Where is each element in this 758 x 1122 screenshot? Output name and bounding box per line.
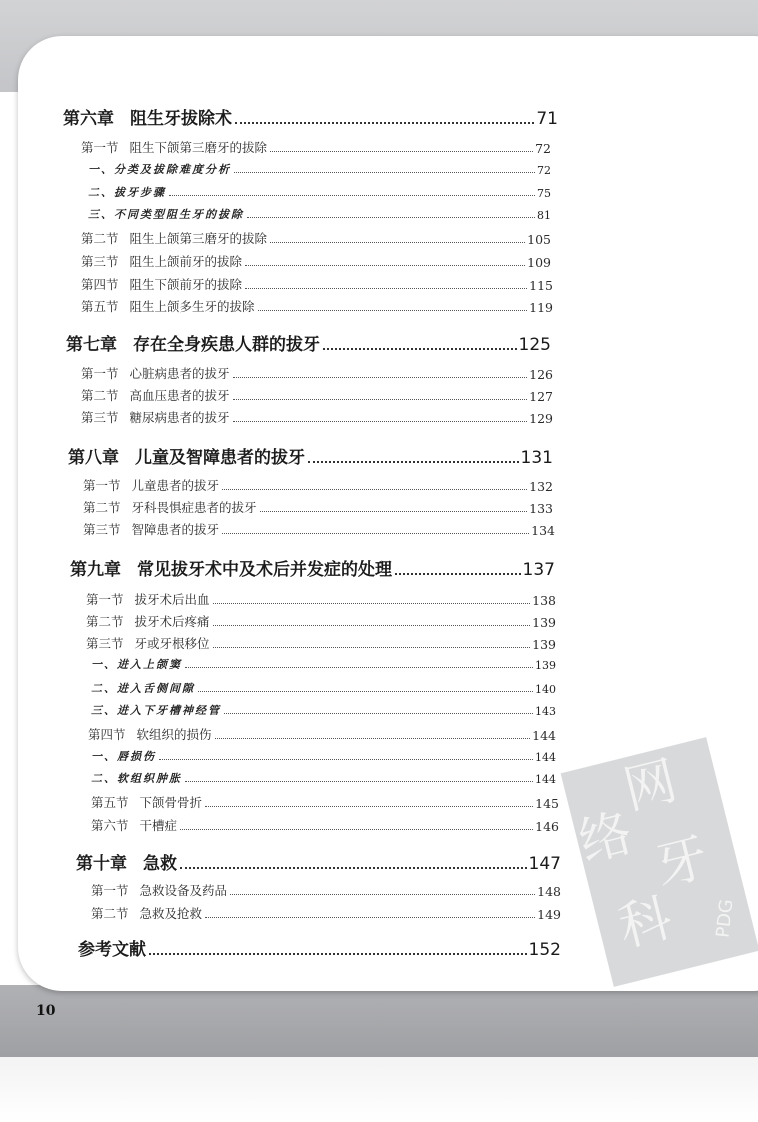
toc-title: 儿童及智障患者的拔牙 (135, 448, 305, 468)
toc-entry-chap (76, 849, 561, 874)
toc-number: 第五节 (81, 299, 119, 314)
toc-page-number: 139 (532, 615, 556, 630)
toc-title: 拔牙术后疼痛 (134, 614, 210, 629)
scanner-bottom-band (0, 985, 758, 1057)
toc-number: 第八章 (68, 448, 119, 468)
toc-title: 糖尿病患者的拔牙 (129, 410, 230, 425)
dot-leader (213, 603, 531, 604)
toc-title: 儿童患者的拔牙 (131, 478, 220, 493)
toc-page-number: 146 (535, 819, 559, 834)
dot-leader (213, 625, 531, 626)
toc-entry-sec (83, 520, 555, 538)
toc-number: 第二节 (83, 500, 121, 515)
dot-leader (185, 781, 533, 782)
toc-title: 一、分类及拔除难度分析 (88, 163, 231, 176)
toc-page-number: 139 (535, 659, 556, 672)
toc-number: 第五节 (91, 795, 129, 810)
toc-title: 下颌骨骨折 (139, 795, 203, 810)
toc-title: 急救 (143, 854, 177, 874)
toc-title: 智障患者的拔牙 (131, 522, 220, 537)
toc-entry-sec (91, 793, 559, 811)
dot-leader (180, 829, 533, 830)
toc-entry-chap (63, 104, 558, 129)
toc-entry-sub (91, 702, 556, 718)
toc-entry-sec (83, 498, 553, 516)
toc-page-number: 138 (532, 593, 556, 608)
toc-page-number: 126 (529, 367, 553, 382)
toc-entry-sec (91, 881, 561, 899)
toc-number: 第二节 (81, 231, 119, 246)
toc-entry-sec (81, 408, 553, 426)
toc-number: 第一节 (91, 883, 129, 898)
toc-page-number: 72 (537, 164, 551, 177)
dot-leader (222, 489, 527, 490)
toc-title: 一、进入上颌窦 (91, 658, 182, 671)
toc-entry-chap (70, 555, 555, 580)
toc-page-number: 144 (535, 751, 556, 764)
toc-page-number: 105 (527, 232, 551, 247)
dot-leader (245, 265, 525, 266)
toc-entry-sec (81, 297, 553, 315)
dot-leader (308, 461, 519, 463)
toc-title: 常见拔牙术中及术后并发症的处理 (137, 560, 392, 580)
toc-title: 参考文献 (78, 940, 146, 960)
toc-page-number: 133 (529, 501, 553, 516)
toc-entry-sub (88, 161, 551, 177)
seal-glyph: 科 (612, 887, 678, 959)
toc-entry-sec (81, 386, 553, 404)
toc-number: 第六章 (63, 109, 114, 129)
toc-title: 心脏病患者的拔牙 (129, 366, 230, 381)
toc-title: 阻生上颌第三磨牙的拔除 (129, 231, 268, 246)
toc-entry-sec (86, 590, 556, 608)
toc-title: 牙或牙根移位 (134, 636, 210, 651)
toc-entry-sec (91, 816, 559, 834)
toc-page-number: 81 (537, 209, 551, 222)
dot-leader (323, 348, 517, 350)
toc-entry-chap (78, 935, 561, 960)
toc-entry-sub (91, 656, 556, 672)
seal-glyph: 牙 (649, 827, 715, 899)
toc-page-number: 134 (531, 523, 555, 538)
toc-page-number: 125 (518, 335, 551, 355)
toc-entry-sec (81, 252, 551, 270)
dot-leader (149, 953, 527, 955)
toc-entry-chap (68, 443, 553, 468)
toc-page-number: 129 (529, 411, 553, 426)
toc-title: 牙科畏惧症患者的拔牙 (131, 500, 257, 515)
dot-leader (180, 867, 527, 869)
seal-glyph: 络 (573, 803, 639, 874)
toc-title: 三、进入下牙槽神经管 (91, 704, 221, 717)
page-number: 10 (36, 1003, 56, 1019)
toc-number: 第三节 (81, 254, 119, 269)
toc-title: 拔牙术后出血 (134, 592, 210, 607)
dot-leader (169, 195, 535, 196)
toc-page-number: 145 (535, 796, 559, 811)
toc-title: 一、唇损伤 (91, 750, 156, 763)
toc-page-number: 109 (527, 255, 551, 270)
dot-leader (185, 667, 533, 668)
toc-entry-chap (66, 330, 551, 355)
toc-entry-sub (91, 770, 556, 786)
toc-number: 第一节 (81, 366, 119, 381)
toc-title: 阻生下颌第三磨牙的拔除 (129, 140, 268, 155)
toc-title: 高血压患者的拔牙 (129, 388, 230, 403)
toc-number: 第三节 (86, 636, 124, 651)
toc-entry-sec (91, 904, 561, 922)
toc-entry-sub (88, 184, 551, 200)
toc-page-number: 127 (529, 389, 553, 404)
toc-number: 第六节 (91, 818, 129, 833)
dot-leader (224, 713, 533, 714)
toc-number: 第四节 (81, 277, 119, 292)
toc-entry-sec (86, 634, 556, 652)
dot-leader (258, 310, 528, 311)
dot-leader (233, 377, 528, 378)
toc-number: 第一节 (86, 592, 124, 607)
dot-leader (205, 917, 535, 918)
toc-title: 急救及抢救 (139, 906, 203, 921)
toc-page-number: 147 (528, 854, 561, 874)
toc-title: 二、软组织肿胀 (91, 772, 182, 785)
dot-leader (213, 647, 531, 648)
toc-number: 第十章 (76, 854, 127, 874)
dot-leader (159, 759, 533, 760)
toc-title: 阻生上颌前牙的拔除 (129, 254, 243, 269)
seal-glyph: 网 (617, 750, 683, 822)
toc-number: 第二节 (86, 614, 124, 629)
toc-page-number: 71 (536, 109, 558, 129)
toc-title: 存在全身疾患人群的拔牙 (133, 335, 320, 355)
dot-leader (260, 511, 528, 512)
dot-leader (233, 399, 528, 400)
dot-leader (247, 217, 535, 218)
toc-page-number: 131 (520, 448, 553, 468)
toc-entry-sub (91, 680, 556, 696)
toc-title: 阻生下颌前牙的拔除 (129, 277, 243, 292)
dot-leader (230, 894, 535, 895)
toc-number: 第七章 (66, 335, 117, 355)
toc-title: 三、不同类型阻生牙的拔除 (88, 208, 244, 221)
toc-title: 干槽症 (139, 818, 178, 833)
toc-number: 第一节 (81, 140, 119, 155)
toc-page-number: 115 (529, 278, 553, 293)
toc-entry-sub (91, 748, 556, 764)
toc-number: 第二节 (81, 388, 119, 403)
toc-number: 第一节 (83, 478, 121, 493)
dot-leader (234, 172, 535, 173)
toc-title: 阻生牙拔除术 (130, 109, 232, 129)
toc-page-number: 149 (537, 907, 561, 922)
toc-title: 软组织的损伤 (136, 727, 212, 742)
dot-leader (270, 151, 533, 152)
toc-entry-sub (88, 206, 551, 222)
toc-page-number: 148 (537, 884, 561, 899)
scanner-bottom-fade (0, 1057, 758, 1122)
toc-number: 第二节 (91, 906, 129, 921)
toc-page-number: 143 (535, 705, 556, 718)
toc-number: 第四节 (88, 727, 126, 742)
toc-title: 急救设备及药品 (139, 883, 228, 898)
toc-entry-sec (86, 612, 556, 630)
toc-entry-sec (81, 229, 551, 247)
toc-page-number: 144 (535, 773, 556, 786)
toc-entry-sec (81, 275, 553, 293)
toc-title: 二、拔牙步骤 (88, 186, 166, 199)
dot-leader (395, 573, 521, 575)
seal-small-text: PDG (712, 898, 738, 939)
toc-page-number: 75 (537, 187, 551, 200)
toc-number: 第三节 (81, 410, 119, 425)
toc-entry-sec (81, 138, 551, 156)
toc-page-number: 140 (535, 683, 556, 696)
toc-page-number: 119 (529, 300, 553, 315)
toc-title: 二、进入舌侧间隙 (91, 682, 195, 695)
dot-leader (215, 738, 531, 739)
toc-page-number: 72 (535, 141, 551, 156)
toc-number: 第九章 (70, 560, 121, 580)
dot-leader (233, 421, 528, 422)
toc-entry-sec (81, 364, 553, 382)
toc-entry-sec (83, 476, 553, 494)
toc-page-number: 132 (529, 479, 553, 494)
toc-page-number: 137 (522, 560, 555, 580)
dot-leader (205, 806, 533, 807)
dot-leader (198, 691, 533, 692)
dot-leader (245, 288, 527, 289)
dot-leader (222, 533, 529, 534)
toc-entry-sec (88, 725, 556, 743)
toc-page-number: 152 (528, 940, 561, 960)
toc-page-number: 144 (532, 728, 556, 743)
toc-page-number: 139 (532, 637, 556, 652)
dot-leader (270, 242, 525, 243)
toc-number: 第三节 (83, 522, 121, 537)
toc-title: 阻生上颌多生牙的拔除 (129, 299, 255, 314)
dot-leader (235, 122, 534, 124)
